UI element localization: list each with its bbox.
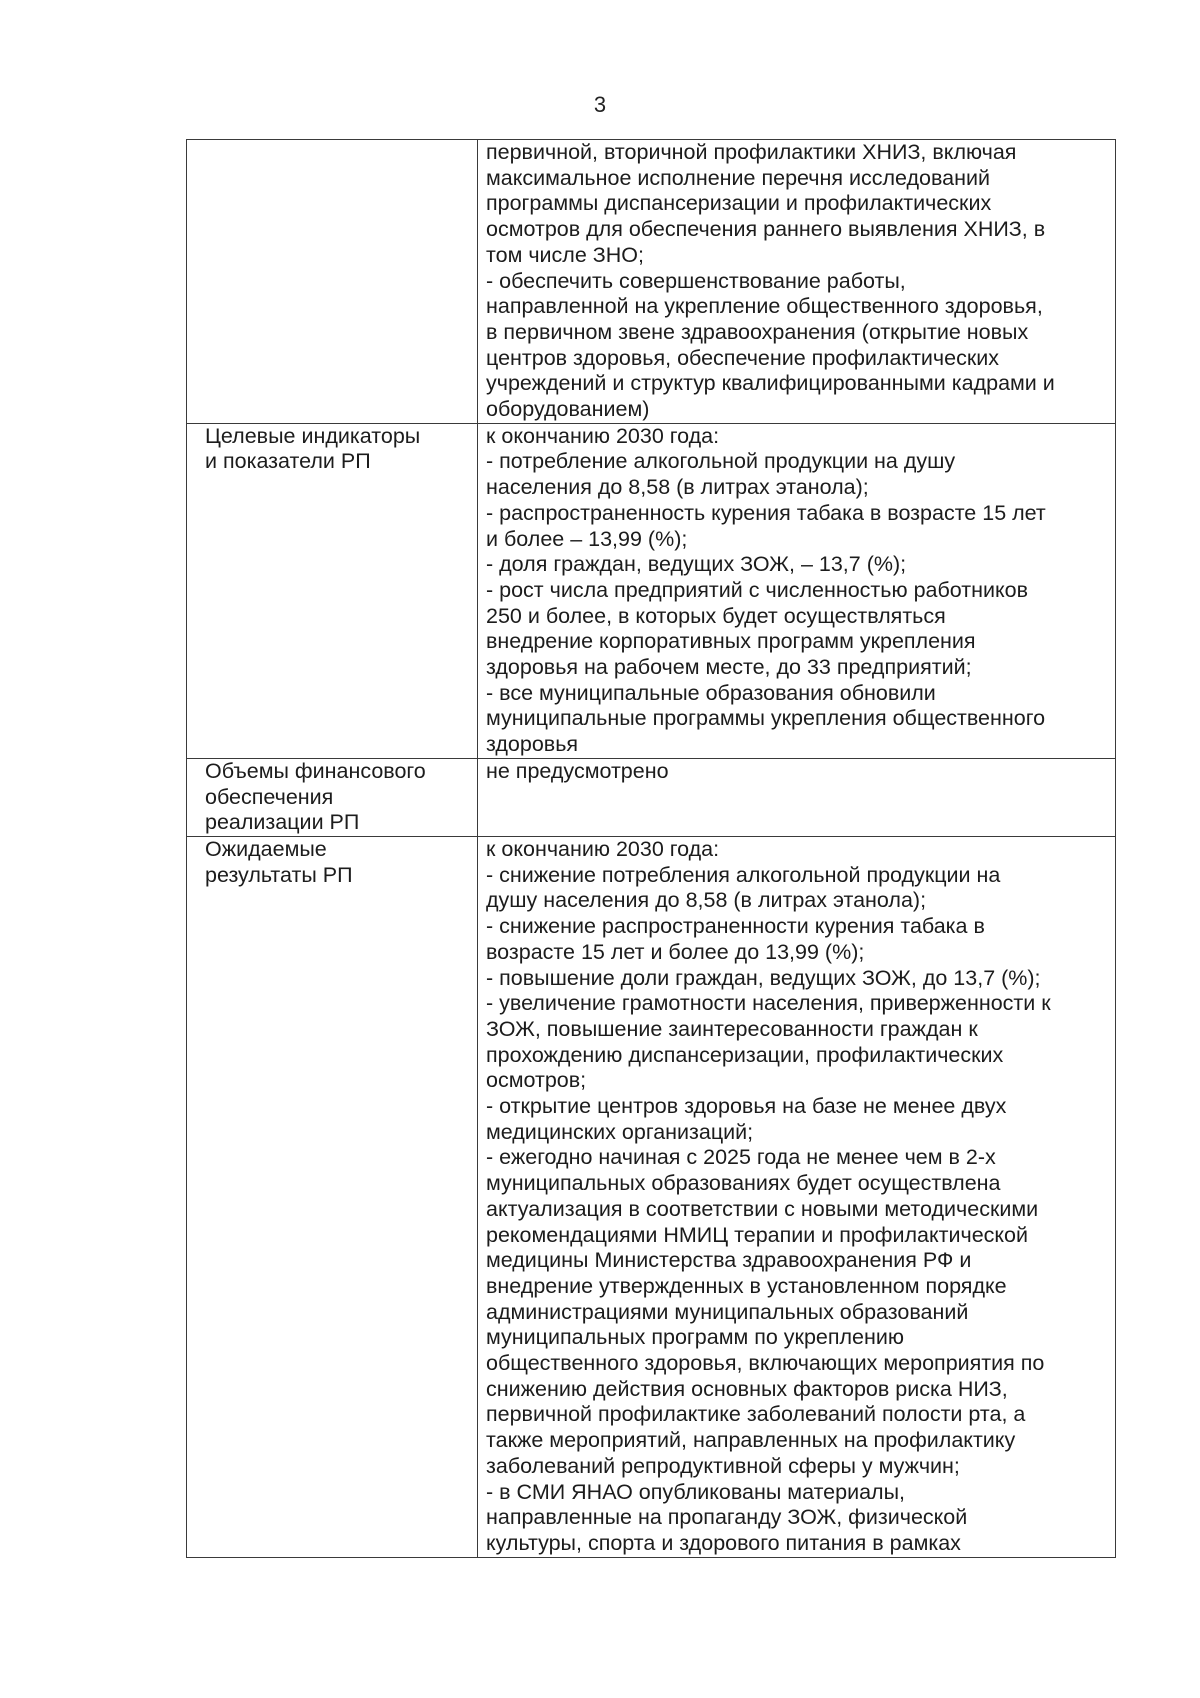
page-number: 3: [593, 92, 607, 117]
content-line: первичной профилактике заболеваний полости рта, а: [486, 1402, 1026, 1427]
label-line: результаты РП: [205, 862, 353, 887]
label-line: Целевые индикаторы: [205, 423, 421, 448]
content-line: направленные на пропаганду ЗОЖ, физической: [486, 1505, 968, 1530]
content-line: культуры, спорта и здорового питания в рамках: [486, 1530, 961, 1555]
content-line: возрасте 15 лет и более до 13,99 (%);: [486, 939, 865, 964]
passport-table: [186, 139, 1116, 1558]
content-line: - увеличение грамотности населения, приверженности к: [486, 991, 1051, 1016]
row-label-cell: [187, 758, 478, 836]
content-line: - снижение потребления алкогольной продукции на: [486, 862, 1001, 887]
content-line: рекомендациями НМИЦ терапии и профилактической: [486, 1222, 1029, 1247]
content-line: - в СМИ ЯНАО опубликованы материалы,: [486, 1479, 906, 1504]
content-line: - потребление алкогольной продукции на душу: [486, 449, 956, 474]
content-line: - ежегодно начиная с 2025 года не менее чем в 2-х: [486, 1145, 996, 1170]
content-line: - все муниципальные образования обновили: [486, 680, 936, 705]
content-line: к окончанию 2030 года:: [486, 423, 720, 448]
content-line: первичной, вторичной профилактики ХНИЗ, включая: [486, 140, 1017, 164]
label-line: Объемы финансового: [205, 758, 426, 783]
content-line: том числе ЗНО;: [486, 242, 644, 267]
table-row-financing: [187, 758, 1116, 836]
content-line: общественного здоровья, включающих мероприятия по: [486, 1351, 1045, 1376]
content-line: прохождению диспансеризации, профилактических: [486, 1042, 1004, 1067]
content-line: - рост числа предприятий с численностью работников: [486, 577, 1029, 602]
row-content-cell: [478, 836, 1116, 1557]
content-line: здоровья на рабочем месте, до 33 предприятий;: [486, 655, 972, 680]
content-line: - распространенность курения табака в возрасте 15 лет: [486, 500, 1046, 525]
content-line: администрациями муниципальных образований: [486, 1299, 969, 1324]
label-line: обеспечения: [205, 784, 334, 809]
content-line: - открытие центров здоровья на базе не менее двух: [486, 1094, 1007, 1119]
label-line: Ожидаемые: [205, 836, 327, 861]
content-line: - доля граждан, ведущих ЗОЖ, – 13,7 (%);: [486, 552, 907, 577]
content-line: направленной на укрепление общественного здоровья,: [486, 294, 1043, 319]
content-line: в первичном звене здравоохранения (открытие новых: [486, 319, 1029, 344]
content-line: оборудованием): [486, 397, 650, 422]
content-line: осмотров;: [486, 1068, 587, 1093]
content-line: осмотров для обеспечения раннего выявления ХНИЗ, в: [486, 217, 1046, 242]
content-line: также мероприятий, направленных на профилактику: [486, 1428, 1016, 1453]
table-row-target-indicators: [187, 423, 1116, 758]
content-line: и более – 13,99 (%);: [486, 526, 688, 551]
content-line: внедрение утвержденных в установленном порядке: [486, 1273, 1007, 1298]
content-line: актуализация в соответствии с новыми методическими: [486, 1196, 1039, 1221]
content-line: населения до 8,58 (в литрах этанола);: [486, 475, 869, 500]
content-line: муниципальные программы укрепления общественного: [486, 706, 1046, 731]
content-line: не предусмотрено: [486, 758, 669, 783]
content-line: максимальное исполнение перечня исследований: [486, 165, 991, 190]
row-label-cell: [187, 836, 478, 1557]
content-line: - повышение доли граждан, ведущих ЗОЖ, до 13,7 (%);: [486, 965, 1041, 990]
label-line: и показатели РП: [205, 449, 371, 474]
content-line: 250 и более, в которых будет осуществляться: [486, 603, 946, 628]
table-row-continuation: [187, 140, 1116, 424]
content-line: - снижение распространенности курения табака в: [486, 914, 985, 939]
content-line: муниципальных программ по укреплению: [486, 1325, 905, 1350]
content-line: душу населения до 8,58 (в литрах этанола);: [486, 888, 927, 913]
label-line: реализации РП: [205, 810, 360, 835]
content-line: здоровья: [486, 732, 579, 757]
row-label-cell: [187, 423, 478, 758]
table-row-expected-results: [187, 836, 1116, 1557]
content-line: заболеваний репродуктивной сферы у мужчин;: [486, 1453, 960, 1478]
content-line: медицины Министерства здравоохранения РФ и: [486, 1248, 972, 1273]
content-line: - обеспечить совершенствование работы,: [486, 268, 906, 293]
row-content-cell: [478, 758, 1116, 836]
content-line: центров здоровья, обеспечение профилактических: [486, 345, 1000, 370]
row-content-cell: [478, 140, 1116, 424]
content-line: медицинских организаций;: [486, 1119, 754, 1144]
content-line: внедрение корпоративных программ укрепления: [486, 629, 976, 654]
content-line: программы диспансеризации и профилактических: [486, 191, 992, 216]
content-line: снижению действия основных факторов риска НИЗ,: [486, 1376, 1008, 1401]
content-line: муниципальных образованиях будет осуществлена: [486, 1171, 1001, 1196]
row-label-cell: [187, 140, 478, 424]
row-content-cell: [478, 423, 1116, 758]
content-line: учреждений и структур квалифицированными кадрами и: [486, 371, 1055, 396]
content-line: ЗОЖ, повышение заинтересованности граждан к: [486, 1016, 978, 1041]
content-line: к окончанию 2030 года:: [486, 836, 720, 861]
